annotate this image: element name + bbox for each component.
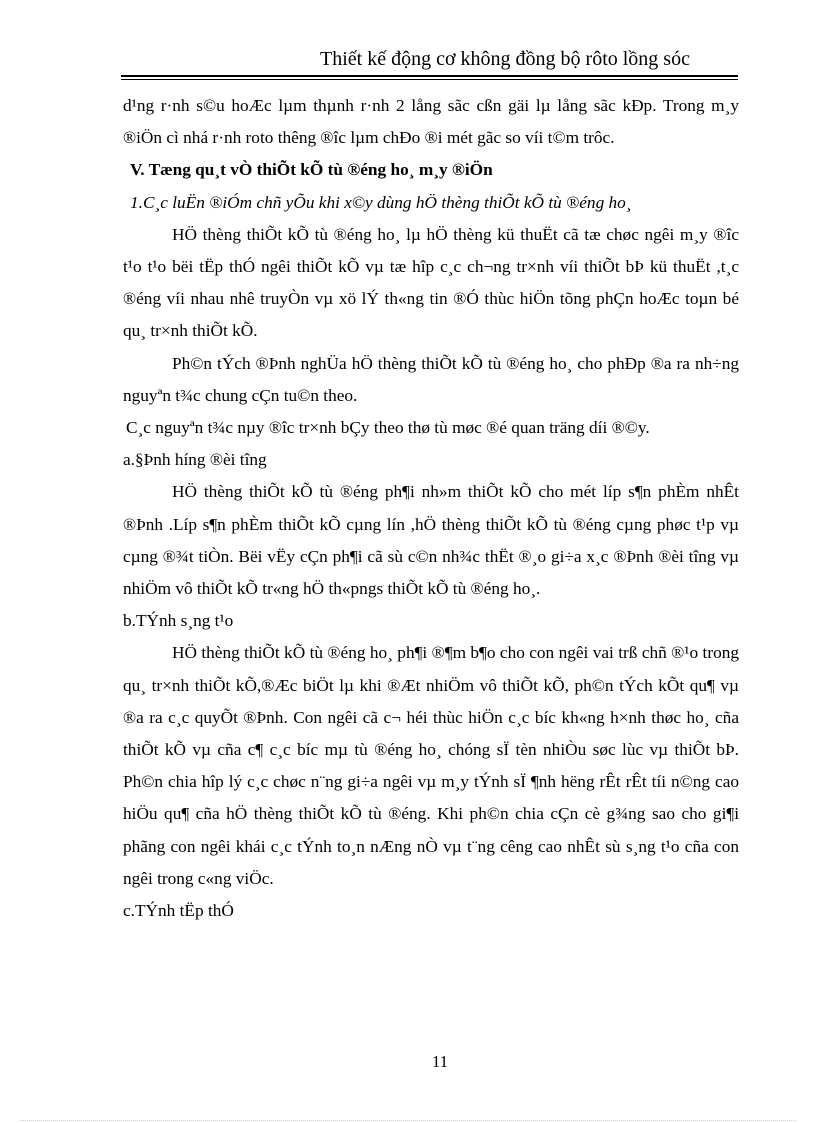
paragraph-creativity: HÖ thèng thiÕt kÕ tù ®éng ho¸ ph¶i ®¶m b¶o cho con ngêi vai trß chñ ®¹o trong qu¸ tr×nh thiÕt kÕ,®Æc biÖt lµ khi ®Æt nhiÖm vô thiÕt kÕ, ph©n tÝch kÕt qu¶ vµ ®a ra c¸c quyÕt ®Þnh. Con ngêi cã c¬ héi thùc hiÖn c¸c bíc kh«ng h×nh thøc ho¸ cña thiÕt kÕ vµ cña c¶ c¸c bíc mµ tù ®éng ho¸ chóng sÏ tèn nhiÒu søc lùc vµ thiÕt bÞ. Ph©n chia hîp lý c¸c chøc n¨ng gi÷a ngêi vµ m¸y tÝnh sÏ ¶nh hëng rÊt rÊt tíi n©ng cao hiÖu qu¶ cña hÖ thèng thiÕt kÕ tù ®éng. Khi ph©n chia cÇn cè g¾ng sao cho gi¶i phãng con ngêi khái c¸c tÝnh to¸n nÆng nÒ vµ t¨ng cêng cao nhÊt sù s¸ng t¹o cña con ngêi trong c«ng viÖc. <box>123 643 739 888</box>
document-body <box>123 90 739 927</box>
item-b-title: b.TÝnh s¸ng t¹o <box>123 611 234 631</box>
header-rule-thick <box>121 75 738 77</box>
paragraph-object-orientation: HÖ thèng thiÕt kÕ tù ®éng ph¶i nh»m thiÕt kÕ cho mét líp s¶n phÈm nhÊt ®Þnh .Líp s¶n phÈm thiÕt kÕ cµng lín ,hÖ thèng thiÕt kÕ tù ®éng cµng phøc t¹p vµ cµng ®¾t tiÒn. Bëi vËy cÇn ph¶i cã sù c©n nh¾c thËt ®¸o gi÷a x¸c ®Þnh ®èi tîng vµ nhiÖm vô thiÕt kÕ tr«ng hÖ th«pngs thiÕt kÕ tù ®éng ho¸. <box>123 482 739 599</box>
paragraph-intro: d¹ng r·nh s©u hoÆc lµm thµnh r·nh 2 lång sãc cßn gäi lµ lång sãc kÐp. Trong m¸y ®iÖn cì nhá r·nh roto thêng ®îc lµm chÐo ®i mét gãc so víi t©m trôc. <box>123 96 739 148</box>
page-header-title: Thiết kế động cơ không đồng bộ rôto lồng sóc <box>320 48 690 70</box>
paragraph-principles: C¸c nguyªn t¾c nµy ®îc tr×nh bÇy theo thø tù møc ®é quan träng díi ®©y. <box>126 418 650 438</box>
paragraph-analysis: Ph©n tÝch ®Þnh nghÜa hÖ thèng thiÕt kÕ tù ®éng ho¸ cho phÐp ®a ra nh÷ng nguyªn t¾c chung cÇn tu©n theo. <box>123 353 739 405</box>
header-rule-thin <box>121 79 738 80</box>
page-number: 11 <box>431 1052 449 1071</box>
item-c-title: c.TÝnh tËp thÓ <box>123 901 234 921</box>
page-bottom-border <box>20 1120 796 1121</box>
subsection-heading: 1.C¸c luËn ®iÓm chñ yÕu khi x©y dùng hÖ thèng thiÕt kÕ tù ®éng ho¸ <box>130 192 632 212</box>
item-a-title: a.§Þnh híng ®èi tîng <box>123 450 267 470</box>
paragraph-definition: HÖ thèng thiÕt kÕ tù ®éng ho¸ lµ hÖ thèng kü thuËt cã tæ chøc ngêi m¸y ®îc t¹o t¹o bëi tËp thÓ ngêi thiÕt kÕ vµ tæ hîp c¸c ch¬ng tr×nh víi thiÕt bÞ kü thuËt ,t¸c ®éng víi nhau nhê truyÒn vµ xö lÝ th«ng tin ®Ó thùc hiÖn tõng phÇn hoÆc toµn bé qu¸ tr×nh thiÕt kÕ. <box>123 224 739 341</box>
section-heading: V. Tæng qu¸t vÒ thiÕt kÕ tù ®éng ho¸ m¸y ®iÖn <box>130 160 493 180</box>
